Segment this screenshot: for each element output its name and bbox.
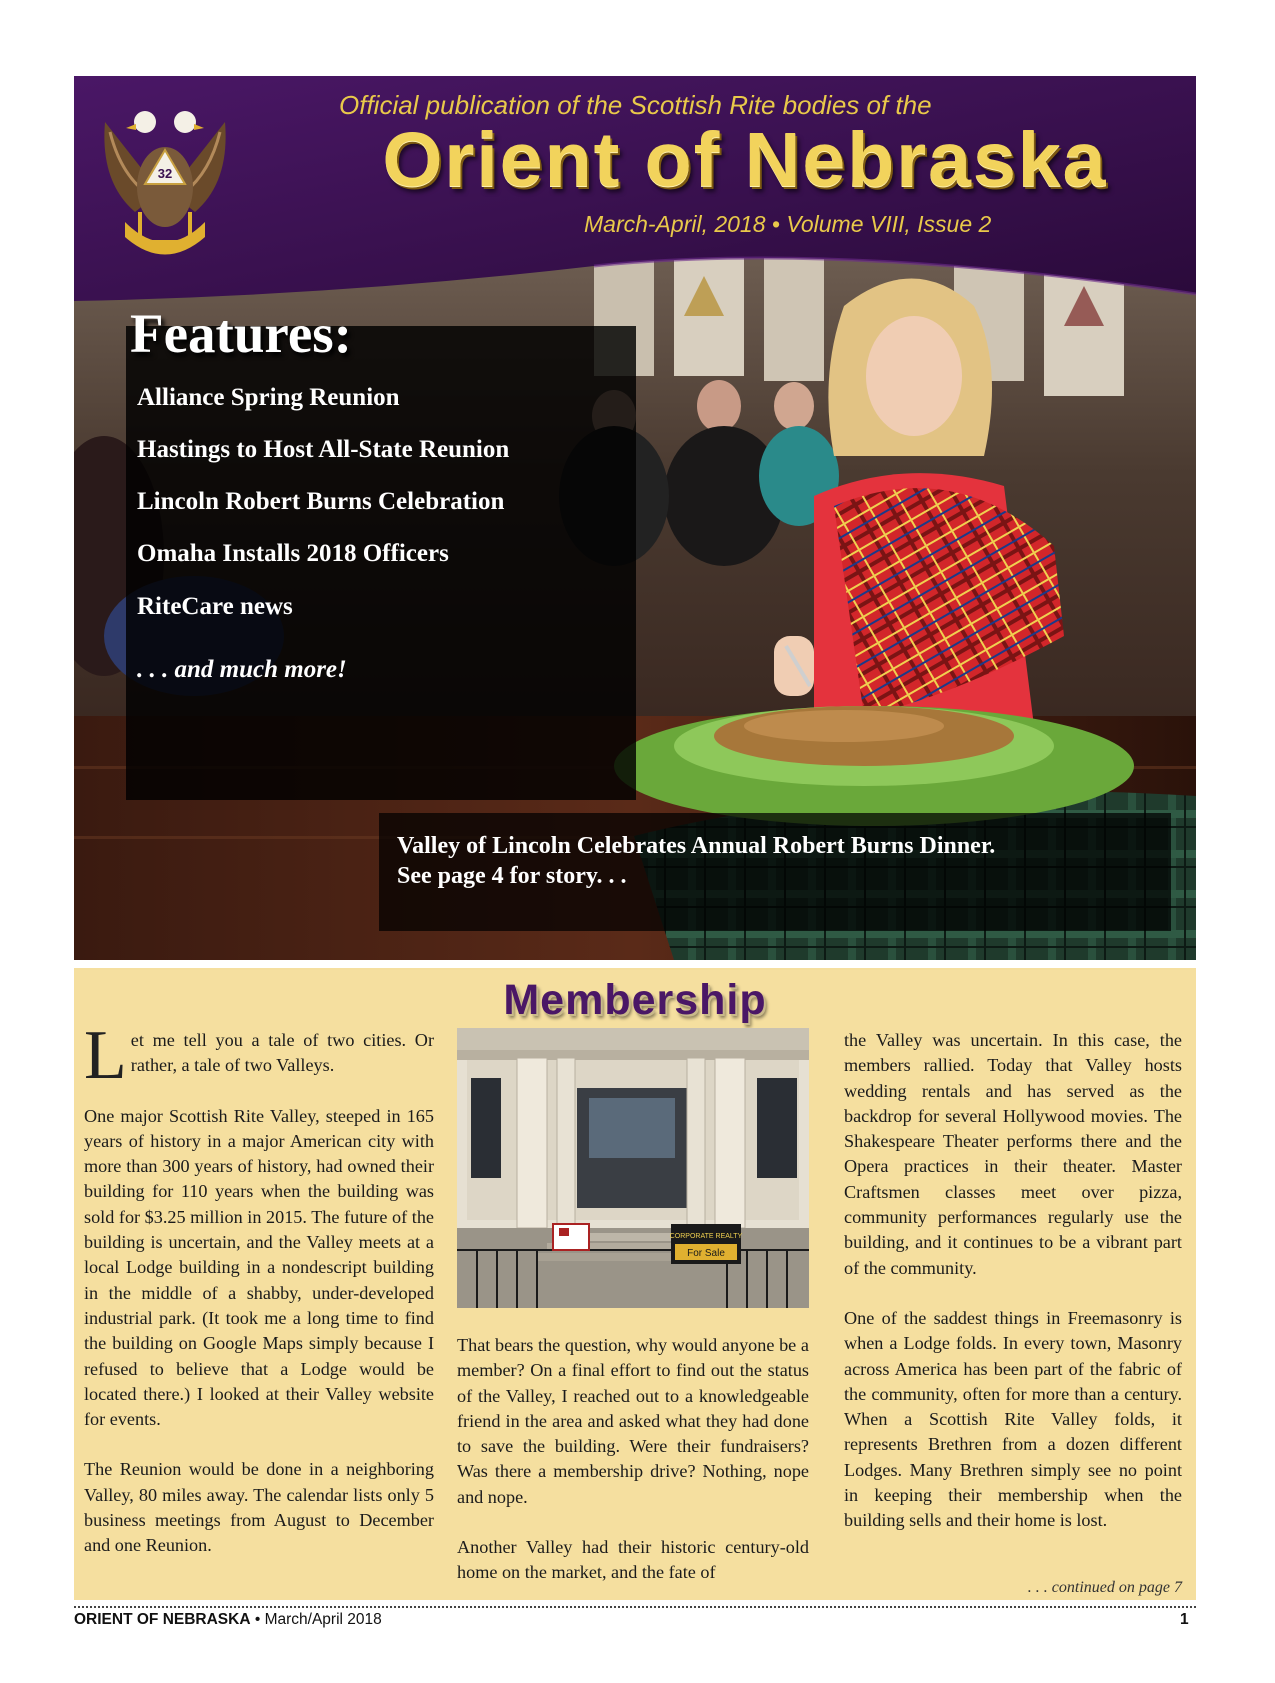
paragraph: et me tell you a tale of two cities. Or rather, a tale of two Valleys.: [130, 1030, 434, 1076]
issue-line: March-April, 2018 • Volume VIII, Issue 2: [584, 211, 992, 237]
footer-separator: •: [250, 1611, 265, 1628]
paragraph: Another Valley had their historic century-old home on the market, and the fate of: [457, 1537, 809, 1583]
article-column-1: [84, 1017, 434, 1584]
tagline: Official publication of the Scottish Rite bodies of the: [339, 90, 932, 120]
footer-publication: [74, 1611, 382, 1629]
double-headed-eagle-32-emblem: [90, 92, 240, 262]
feature-item: Hastings to Host All-State Reunion: [137, 436, 510, 463]
feature-item: Alliance Spring Reunion: [137, 384, 400, 411]
publication-title: Orient of Nebraska: [382, 117, 1108, 203]
continued-note: . . . continued on page 7: [1027, 1579, 1182, 1596]
paragraph: The Reunion would be done in a neighboring Valley, 80 miles away. The calendar lists only 5 business meetings from August to December and one Reunion.: [84, 1459, 434, 1556]
page-number: 1: [1180, 1611, 1189, 1628]
sign-brand: CORPORATE REALTY: [669, 1233, 743, 1240]
feature-item: Omaha Installs 2018 Officers: [137, 540, 449, 567]
article-column-2: [457, 1333, 809, 1611]
building-photo: [457, 1028, 809, 1308]
feature-item: Lincoln Robert Burns Celebration: [137, 488, 505, 515]
caption-line: Valley of Lincoln Celebrates Annual Robert Burns Dinner.: [397, 833, 996, 859]
features-heading: Features:: [130, 303, 352, 364]
footer-date: March/April 2018: [264, 1611, 382, 1628]
paragraph: the Valley was uncertain. In this case, the members rallied. Today that Valley hosts wedding rentals and has served as the backdrop for several Hollywood movies. The Shakespeare Theater performs there and the Opera practices in their theater. Master Craftsmen classes meet over pizza, community performances regularly use the building, and it continues to be a vibrant part of the community.: [844, 1030, 1182, 1278]
paragraph: That bears the question, why would anyone be a member? On a final effort to find out the status of the Valley, I reached out to a knowledgeable friend in the area and asked what they had done to save the building. Were their fundraisers? Was there a membership drive? Nothing, nope and nope.: [457, 1335, 809, 1507]
footer-title: ORIENT OF NEBRASKA: [74, 1611, 251, 1628]
feature-item: RiteCare news: [137, 593, 293, 620]
cover: [74, 76, 1196, 960]
sign-for-sale: For Sale: [687, 1248, 725, 1259]
svg-text:32: 32: [157, 166, 173, 181]
article-column-3: [844, 1028, 1182, 1559]
features-more: . . . and much more!: [137, 656, 347, 683]
drop-cap: L: [84, 1017, 127, 1094]
section-title: Membership: [503, 976, 767, 1024]
footer-rule: [74, 1606, 1196, 1608]
cover-caption: [379, 813, 1171, 931]
paragraph: One of the saddest things in Freemasonry is when a Lodge folds. In every town, Masonry across America has been part of the fabric of the community, often for more than a century. When a Scottish Rite Valley folds, it represents Brethren from a dozen different Lodges. Many Brethren simply see no point in keeping their membership when the building sells and their home is lost.: [844, 1307, 1182, 1531]
paragraph: One major Scottish Rite Valley, steeped in 165 years of history in a major American city with more than 300 years of history, had owned their building for 110 years when the building was sold for $3.25 million in 2015. The future of the building is uncertain, and the Valley meets at a local Lodge building in a nondescript building in the middle of a shabby, under-developed industrial park. (It took me a long time to find the building on Google Maps simply because I refused to believe that a Lodge would be located there.) I looked at their Valley website for events.: [84, 1105, 434, 1430]
caption-line: See page 4 for story. . .: [397, 863, 627, 889]
membership-article: [74, 968, 1196, 1600]
